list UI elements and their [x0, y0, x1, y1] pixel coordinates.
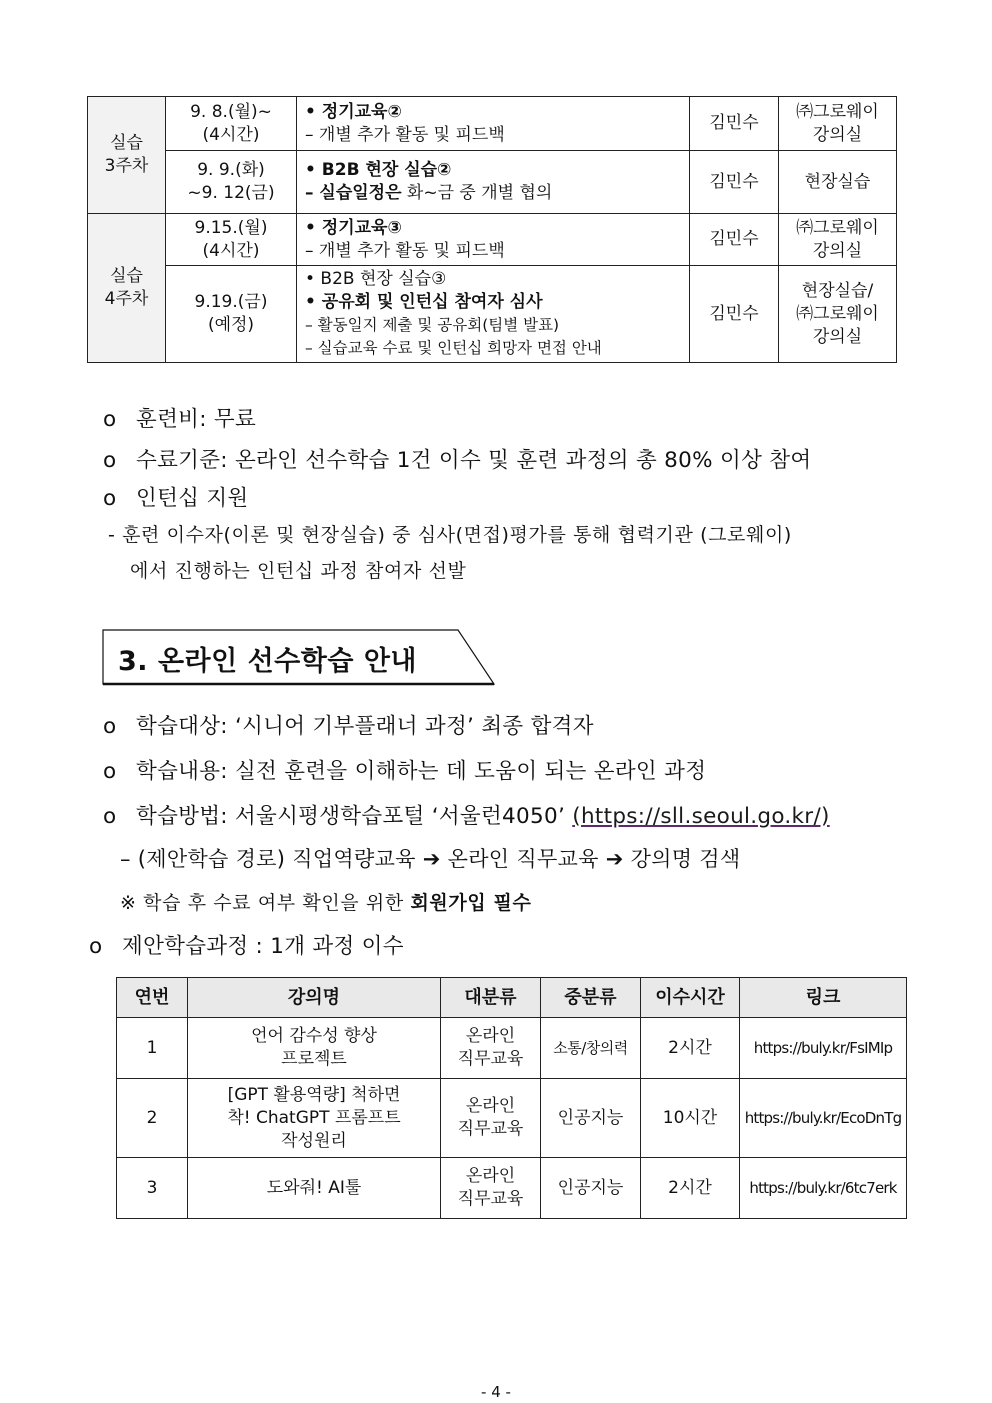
week-label-line: 실습	[110, 266, 143, 286]
week-label	[88, 97, 166, 214]
major-line: 직무교육	[457, 1119, 524, 1139]
content-detail: – 실습교육 수료 및 인턴십 희망자 면접 안내	[305, 339, 602, 357]
location	[779, 97, 897, 151]
content-title: • B2B 현장 실습②	[305, 160, 452, 180]
course-name-line: 프로젝트	[281, 1049, 347, 1069]
content-detail: 화~금 중 개별 협의	[401, 183, 553, 203]
column-header: 대분류	[441, 978, 541, 1018]
content-text: 학습내용: 실전 훈련을 이해하는 데 도움이 되는 온라인 과정	[136, 759, 707, 784]
completion-item	[103, 443, 811, 474]
course-hours: 10시간	[641, 1079, 740, 1158]
internship-detail-line2: 에서 진행하는 인턴십 과정 참여자 선발	[130, 560, 467, 582]
column-header: 연번	[117, 978, 188, 1018]
bullet-icon: o	[103, 759, 117, 784]
content-detail-bold: – 실습일정은	[305, 183, 402, 203]
internship-detail-line1: - 훈련 이수자(이론 및 현장실습) 중 심사(면접)평가를 통해 협력기관 (그로웨이)	[108, 524, 792, 546]
location-line: 강의실	[812, 326, 863, 347]
major-line: 온라인	[465, 1166, 516, 1186]
content-item	[103, 754, 706, 785]
column-header: 강의명	[188, 978, 441, 1018]
course-minor: 소통/창의력	[541, 1018, 641, 1079]
week-label	[88, 214, 166, 363]
location-line: ㈜그로웨이	[796, 217, 879, 238]
date-line: 9.19.(금)	[194, 292, 268, 312]
content-title: • 정기교육③	[305, 217, 402, 238]
location-line: ㈜그로웨이	[796, 303, 879, 324]
course-major	[441, 1079, 541, 1158]
method-text: 학습방법: 서울시평생학습포털 ‘서울런4050’	[136, 804, 573, 829]
location	[779, 151, 897, 214]
table-row	[88, 266, 897, 363]
bullet-icon: o	[89, 934, 103, 959]
course-link[interactable]: https://buly.kr/6tc7erk	[740, 1158, 907, 1219]
location-line: 강의실	[812, 240, 863, 261]
course-minor: 인공지능	[541, 1079, 641, 1158]
signup-note	[120, 888, 531, 915]
method-item	[103, 799, 830, 830]
date-line: (예정)	[207, 315, 255, 335]
location-line: 현장실습/	[801, 280, 874, 301]
course-major	[441, 1018, 541, 1079]
bullet-icon: o	[103, 448, 117, 473]
course-hours: 2시간	[641, 1158, 740, 1219]
bullet-icon: o	[103, 486, 117, 511]
major-line: 직무교육	[457, 1189, 524, 1209]
path-step-2: 온라인 직무교육	[447, 847, 599, 871]
date-line: 9. 8.(월)~	[190, 101, 272, 122]
internship-item	[103, 481, 248, 512]
content-detail: – 개별 추가 활동 및 피드백	[305, 124, 505, 145]
path-step-3: 강의명 검색	[630, 847, 741, 871]
course-name	[188, 1018, 441, 1079]
target-text: 학습대상: ‘시니어 기부플래너 과정’ 최종 합격자	[136, 714, 594, 739]
date-line: (4시간)	[202, 240, 260, 261]
location-line: 현장실습	[804, 171, 871, 192]
bullet-icon: o	[103, 714, 117, 739]
week-label-line: 4주차	[104, 289, 149, 309]
schedule-table	[87, 96, 897, 363]
major-line: 직무교육	[457, 1049, 524, 1069]
section-title: 3. 온라인 선수학습 안내	[118, 646, 417, 677]
column-header: 링크	[740, 978, 907, 1018]
course-link[interactable]: https://buly.kr/FsIMIp	[740, 1018, 907, 1079]
location-line: 강의실	[812, 124, 863, 145]
internship-text: 인턴십 지원	[136, 486, 249, 511]
session-date	[166, 214, 297, 266]
column-header: 중분류	[541, 978, 641, 1018]
session-date	[166, 97, 297, 151]
course-major	[441, 1158, 541, 1219]
course-name	[188, 1079, 441, 1158]
content-title: • B2B 현장 실습③	[305, 269, 447, 289]
session-date	[166, 151, 297, 214]
session-date	[166, 266, 297, 363]
fee-item	[103, 402, 256, 433]
course-no: 1	[117, 1018, 188, 1079]
completion-text: 수료기준: 온라인 선수학습 1건 이수 및 훈련 과정의 총 80% 이상 참여	[136, 448, 812, 473]
date-line: ~9. 12(금)	[187, 183, 275, 203]
major-line: 온라인	[465, 1026, 516, 1046]
table-row	[88, 151, 897, 214]
suggested-text: 제안학습과정 : 1개 과정 이수	[122, 934, 404, 959]
course-name	[188, 1158, 441, 1219]
instructor: 김민수	[690, 214, 779, 266]
table-row	[88, 97, 897, 151]
course-no: 3	[117, 1158, 188, 1219]
location-line: ㈜그로웨이	[796, 101, 879, 122]
major-line: 온라인	[465, 1096, 516, 1116]
course-name-line: 착! ChatGPT 프롬프트	[227, 1107, 401, 1128]
date-line: 9. 9.(화)	[197, 160, 265, 180]
course-name-line: [GPT 활용역량] 척하면	[227, 1084, 401, 1105]
session-content	[297, 266, 690, 363]
table-row	[117, 1079, 907, 1158]
table-header-row	[117, 978, 907, 1018]
course-name-line: 언어 감수성 향상	[251, 1026, 377, 1046]
date-line: 9.15.(월)	[194, 217, 268, 238]
suggested-item	[89, 929, 404, 960]
course-link[interactable]: https://buly.kr/EcoDnTg	[740, 1079, 907, 1158]
note-bold-text: 회원가입 필수	[410, 892, 532, 914]
instructor: 김민수	[690, 97, 779, 151]
location	[779, 214, 897, 266]
bullet-icon: o	[103, 407, 117, 432]
week-label-line: 3주차	[104, 156, 149, 176]
fee-text: 훈련비: 무료	[136, 407, 257, 432]
session-content	[297, 97, 690, 151]
table-row	[117, 1158, 907, 1219]
date-line: (4시간)	[202, 124, 260, 145]
column-header: 이수시간	[641, 978, 740, 1018]
page-number: - 4 -	[481, 1383, 511, 1401]
session-content	[297, 151, 690, 214]
path-item	[120, 843, 740, 873]
arrow-right-icon: ➔	[422, 847, 441, 871]
course-hours: 2시간	[641, 1018, 740, 1079]
content-detail: – 활동일지 제출 및 공유회(팀별 발표)	[305, 316, 560, 334]
content-title: • 정기교육②	[305, 101, 402, 122]
portal-link[interactable]: (https://sll.seoul.go.kr/)	[572, 804, 830, 829]
target-item	[103, 709, 594, 740]
session-content	[297, 214, 690, 266]
section-heading	[102, 629, 494, 684]
table-row	[88, 214, 897, 266]
instructor: 김민수	[690, 151, 779, 214]
table-row	[117, 1018, 907, 1079]
path-step-1: – (제안학습 경로) 직업역량교육	[120, 847, 416, 871]
week-label-line: 실습	[110, 133, 143, 153]
content-detail: – 개별 추가 활동 및 피드백	[305, 240, 505, 261]
location	[779, 266, 897, 363]
course-name-line: 도와줘! AI툴	[266, 1177, 362, 1198]
course-name-line: 작성원리	[281, 1130, 347, 1151]
bullet-icon: o	[103, 804, 117, 829]
course-no: 2	[117, 1079, 188, 1158]
content-title: • 공유회 및 인턴십 참여자 심사	[305, 292, 543, 312]
instructor: 김민수	[690, 266, 779, 363]
note-text: ※ 학습 후 수료 여부 확인을 위한	[120, 892, 411, 914]
arrow-right-icon: ➔	[605, 847, 624, 871]
course-minor: 인공지능	[541, 1158, 641, 1219]
course-table	[116, 977, 907, 1219]
